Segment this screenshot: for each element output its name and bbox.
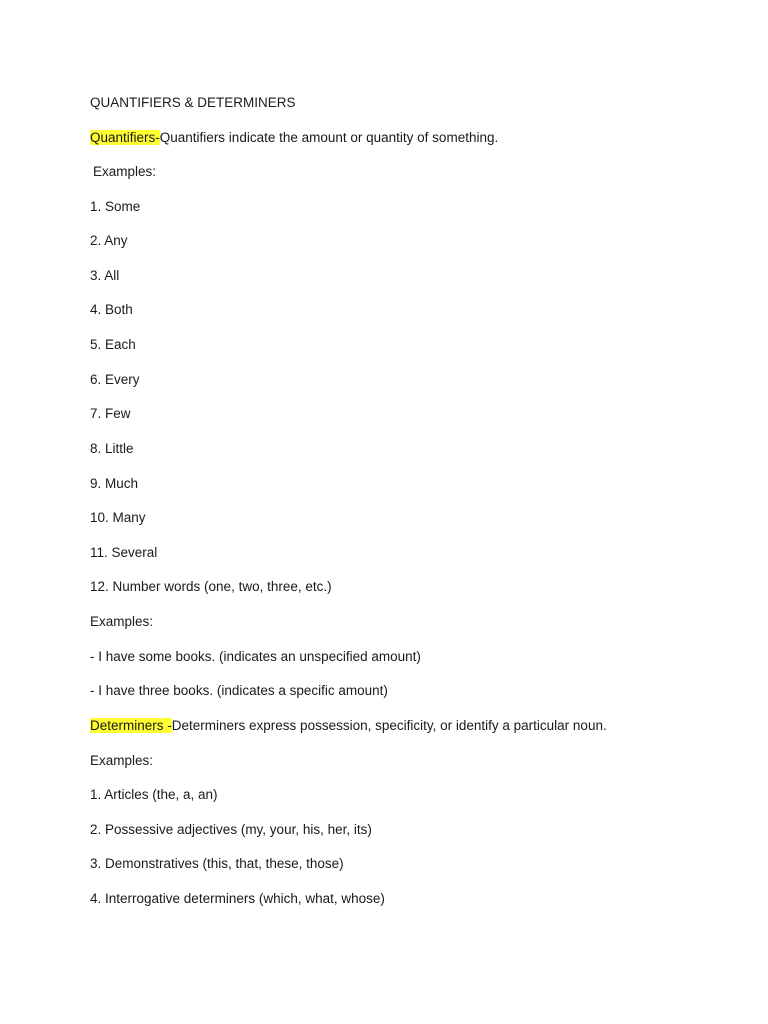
quantifiers-definition-paragraph (90, 129, 498, 147)
document-title: QUANTIFIERS & DETERMINERS (90, 95, 296, 110)
determiners-definition: Determiners express possession, specificity, or identify a particular noun. (171, 718, 607, 733)
quantifier-item: 8. Little (90, 441, 134, 456)
quantifier-item: 1. Some (90, 199, 141, 214)
quantifier-item: 4. Both (90, 302, 133, 317)
determiner-item: 3. Demonstratives (this, that, these, those) (90, 856, 344, 871)
quantifier-item: 2. Any (90, 233, 128, 248)
quantifier-item: 9. Much (90, 476, 139, 491)
determiners-examples-heading: Examples: (90, 753, 154, 768)
quantifier-item: 12. Number words (one, two, three, etc.) (90, 579, 332, 594)
quantifiers-sentences-heading: Examples: (90, 614, 154, 629)
quantifiers-definition: Quantifiers indicate the amount or quantity of something. (159, 130, 499, 145)
quantifier-item: 3. All (90, 268, 120, 283)
determiner-item: 4. Interrogative determiners (which, what, whose) (90, 891, 385, 906)
quantifiers-examples-heading: Examples: (93, 164, 157, 179)
quantifiers-term-highlight: Quantifiers- (90, 130, 160, 145)
determiner-item: 2. Possessive adjectives (my, your, his, her, its) (90, 822, 372, 837)
determiners-definition-paragraph (90, 717, 607, 735)
quantifier-item: 11. Several (90, 545, 158, 560)
quantifier-example-sentence: - I have some books. (indicates an unspecified amount) (90, 649, 421, 664)
quantifier-item: 5. Each (90, 337, 136, 352)
quantifier-item: 10. Many (90, 510, 146, 525)
quantifier-item: 7. Few (90, 406, 131, 421)
determiners-term-highlight: Determiners - (90, 718, 172, 733)
quantifier-example-sentence: - I have three books. (indicates a specific amount) (90, 683, 388, 698)
quantifier-item: 6. Every (90, 372, 140, 387)
determiner-item: 1. Articles (the, a, an) (90, 787, 218, 802)
